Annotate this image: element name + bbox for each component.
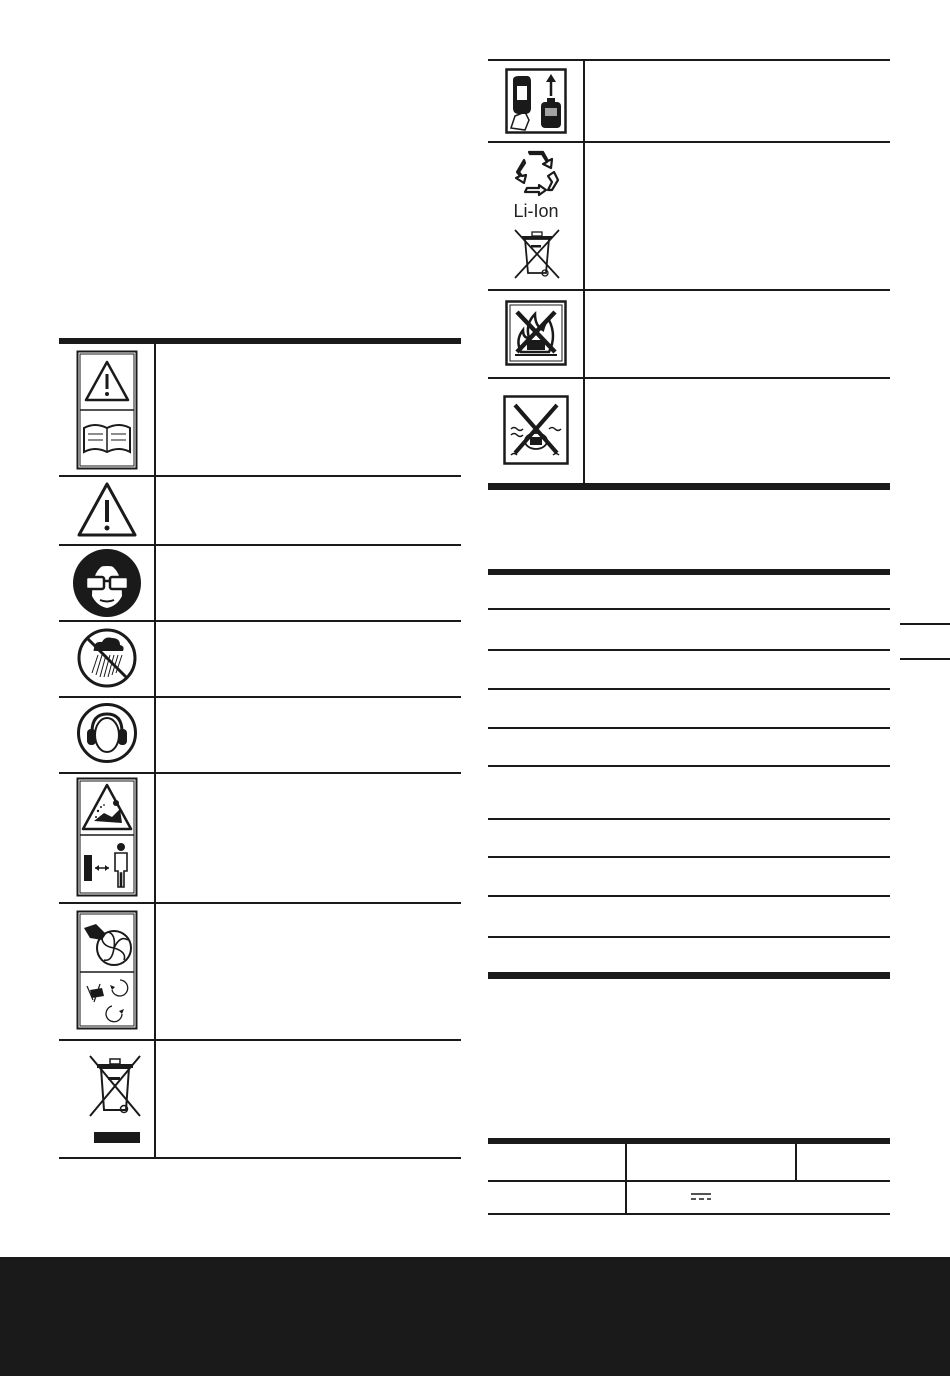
ear-protection-icon xyxy=(76,702,138,764)
voltage-column-divider xyxy=(625,1144,627,1213)
row-separator xyxy=(488,377,890,379)
dc-current-symbol xyxy=(690,1190,712,1206)
row-separator xyxy=(59,544,461,546)
row-separator xyxy=(59,696,461,698)
voltage-row-separator xyxy=(488,1180,890,1182)
row-separator xyxy=(59,902,461,904)
table-top-rule xyxy=(488,59,890,61)
weee-bin-small-icon xyxy=(512,227,562,281)
spec-table-top-rule xyxy=(488,569,890,575)
spec-row-separator xyxy=(488,727,890,729)
no-water-disposal-icon xyxy=(503,395,569,465)
fan-hand-hazard-icon xyxy=(76,910,138,1030)
table-bottom-rule xyxy=(59,1157,461,1159)
row-separator xyxy=(59,620,461,622)
row-separator xyxy=(59,772,461,774)
spec-row-separator xyxy=(488,818,890,820)
table-column-divider xyxy=(583,61,585,484)
footer-band xyxy=(0,1257,950,1376)
row-separator xyxy=(59,475,461,477)
remove-battery-icon xyxy=(505,68,567,134)
row-separator xyxy=(488,141,890,143)
row-separator xyxy=(59,1039,461,1041)
li-ion-label: Li-Ion xyxy=(513,201,559,221)
warning-read-manual-icon xyxy=(76,350,138,470)
page-tab-marker xyxy=(900,658,950,660)
page-tab-marker xyxy=(900,623,950,625)
table-column-divider xyxy=(154,344,156,1158)
spec-table-bottom-rule xyxy=(488,972,890,979)
thrown-objects-keep-distance-icon xyxy=(76,777,138,897)
eye-protection-icon xyxy=(72,548,142,618)
voltage-column-divider xyxy=(795,1144,797,1180)
no-rain-icon xyxy=(76,627,138,689)
spec-row-separator xyxy=(488,765,890,767)
recycle-icon xyxy=(510,148,562,198)
spec-row-separator xyxy=(488,608,890,610)
spec-row-separator xyxy=(488,688,890,690)
spec-row-separator xyxy=(488,936,890,938)
warning-triangle-icon xyxy=(76,480,138,540)
voltage-table-bottom-rule xyxy=(488,1213,890,1215)
spec-row-separator xyxy=(488,649,890,651)
table-top-rule xyxy=(59,338,461,344)
row-separator xyxy=(488,289,890,291)
table-bottom-rule xyxy=(488,483,890,490)
weee-bin-icon xyxy=(86,1052,144,1146)
spec-row-separator xyxy=(488,856,890,858)
spec-row-separator xyxy=(488,895,890,897)
no-fire-icon xyxy=(505,300,567,366)
voltage-table-top-rule xyxy=(488,1138,890,1144)
